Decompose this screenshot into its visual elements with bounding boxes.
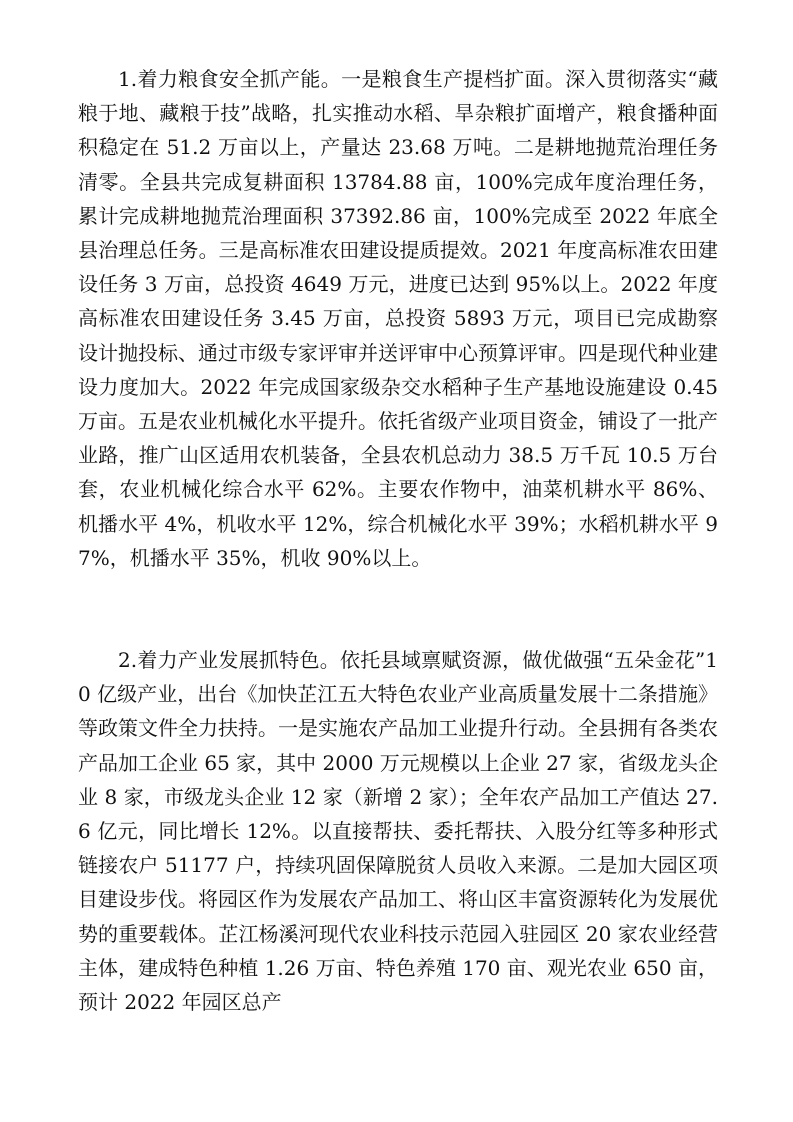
- paragraph-industry-development: 2.着力产业发展抓特色。依托县域禀赋资源，做优做强“五朵金花”10 亿级产业，出台《加快芷江五大特色农业产业高质量发展十二条措施》等政策文件全力扶持。一是实施农产品加工业提升行动。全县拥有各类农产品加工企业 65 家，其中 2000 万元规模以上企业 27 家，省级龙头企业 8 家，市级龙头企业 12 家（新增 2 家）；全年农产品加工产值达 27.6 亿元，同比增长 12%。以直接帮扶、委托帮扶、入股分红等多种形式链接农户 51177 户，持续巩固保障脱贫人员收入来源。二是加大园区项目建设步伐。将园区作为发展农产品加工、将山区丰富资源转化为发展优势的重要载体。芷江杨溪河现代农业科技示范园入驻园区 20 家农业经营主体，建成特色种植 1.26 万亩、特色养殖 170 亩、观光农业 650 亩，预计 2022 年园区总产: [78, 648, 718, 1015]
- paragraph-grain-security: 1.着力粮食安全抓产能。一是粮食生产提档扩面。深入贯彻落实“藏粮于地、藏粮于技”战略，扎实推动水稻、旱杂粮扩面增产，粮食播种面积稳定在 51.2 万亩以上，产量达 23.68 万吨。二是耕地抛荒治理任务清零。全县共完成复耕面积 13784.88 亩，100%完成年度治理任务，累计完成耕地抛荒治理面积 37392.86 亩，100%完成至 2022 年底全县治理总任务。三是高标准农田建设提质提效。2021 年度高标准农田建设任务 3 万亩，总投资 4649 万元，进度已达到 95%以上。2022 年度高标准农田建设任务 3.45 万亩，总投资 5893 万元，项目已完成勘察设计抛投标、通过市级专家评审并送评审中心预算评审。四是现代种业建设力度加大。2022 年完成国家级杂交水稻种子生产基地设施建设 0.45 万亩。五是农业机械化水平提升。依托省级产业项目资金，铺设了一批产业路，推广山区适用农机装备，全县农机总动力 38.5 万千瓦 10.5 万台套，农业机械化综合水平 62%。主要农作物中，油菜机耕水平 86%、机播水平 4%，机收水平 12%，综合机械化水平 39%；水稻机耕水平 97%，机播水平 35%，机收 90%以上。: [78, 67, 718, 570]
